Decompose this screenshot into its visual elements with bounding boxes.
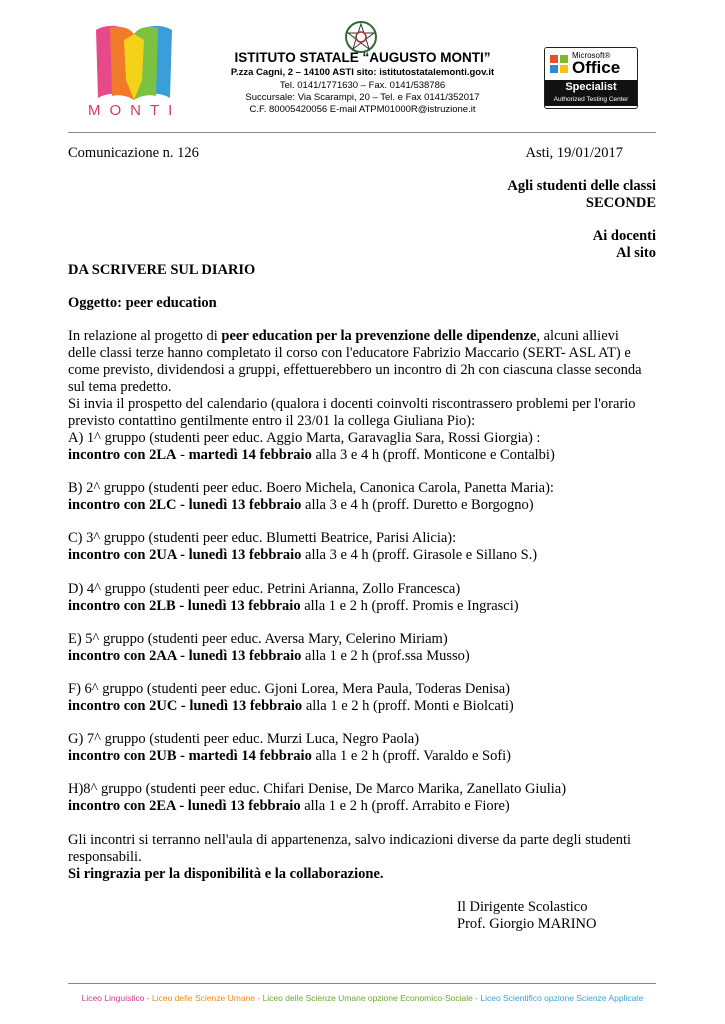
group-line: F) 6^ gruppo (studenti peer educ. Gjoni Lorea, Mera Paula, Toderas Denisa) bbox=[68, 681, 511, 697]
thanks-line: Si ringrazia per la disponibilità e la collaborazione. bbox=[68, 866, 384, 882]
group-meeting: incontro con 2LA - martedì 14 febbraio alla 3 e 4 h (proff. Monticone e Contalbi) bbox=[68, 447, 555, 463]
footer-course: Liceo Linguistico - bbox=[81, 993, 150, 1003]
closing-line: Gli incontri si terranno nell'aula di appartenenza, salvo indicazioni diverse da parte degli studenti bbox=[68, 832, 632, 848]
header-divider bbox=[68, 132, 656, 133]
group-line: D) 4^ gruppo (studenti peer educ. Petrini Arianna, Zollo Francesca) bbox=[68, 581, 461, 597]
recipient-line: Al sito bbox=[616, 245, 656, 261]
group-line: H)8^ gruppo (studenti peer educ. Chifari Denise, De Marco Marika, Zanellato Giulia) bbox=[68, 781, 567, 797]
recipient-line: Ai docenti bbox=[592, 228, 656, 244]
group-meeting: incontro con 2UB - martedì 14 febbraio alla 1 e 2 h (proff. Varaldo e Sofi) bbox=[68, 748, 512, 764]
recipient-line: Agli studenti delle classi bbox=[507, 178, 656, 194]
group-meeting: incontro con 2UA - lunedì 13 febbraio alla 3 e 4 h (proff. Girasole e Sillano S.) bbox=[68, 547, 538, 563]
badge-brand: Microsoft® bbox=[572, 51, 611, 60]
group-meeting: incontro con 2EA - lunedì 13 febbraio alla 1 e 2 h (proff. Arrabito e Fiore) bbox=[68, 798, 510, 814]
diary-notice: DA SCRIVERE SUL DIARIO bbox=[68, 262, 256, 278]
school-header bbox=[190, 50, 535, 116]
signature-name: Prof. Giorgio MARINO bbox=[457, 916, 597, 932]
group-line: C) 3^ gruppo (studenti peer educ. Blumetti Beatrice, Parisi Alicia): bbox=[68, 530, 457, 546]
intro-paragraph-line: sul tema predetto. bbox=[68, 379, 172, 395]
group-meeting: incontro con 2UC - lunedì 13 febbraio alla 1 e 2 h (proff. Monti e Biolcati) bbox=[68, 698, 514, 714]
group-line: A) 1^ gruppo (studenti peer educ. Aggio Marta, Garavaglia Sara, Rossi Giorgia) : bbox=[68, 430, 541, 446]
group-line: G) 7^ gruppo (studenti peer educ. Murzi Luca, Negro Paola) bbox=[68, 731, 420, 747]
footer-courses bbox=[0, 993, 725, 1003]
badge-center: Authorized Testing Center bbox=[545, 94, 637, 106]
logo-text: MONTI bbox=[88, 102, 182, 119]
school-address: P.zza Cagni, 2 – 14100 ASTI sito: istitutostatalemonti.gov.it bbox=[230, 67, 495, 78]
badge-level: Specialist bbox=[545, 80, 637, 94]
group-meeting: incontro con 2LB - lunedì 13 febbraio alla 1 e 2 h (proff. Promis e Ingrasci) bbox=[68, 598, 519, 614]
intro-paragraph-line: previsto contattino gentilmente entro il 23/01 la collega Giuliana Pio): bbox=[68, 413, 476, 429]
group-meeting: incontro con 2AA - lunedì 13 febbraio alla 1 e 2 h (prof.ssa Musso) bbox=[68, 648, 470, 664]
italian-republic-emblem bbox=[344, 20, 378, 54]
intro-paragraph-line: In relazione al progetto di peer education per la prevenzione delle dipendenze, alcuni allievi bbox=[68, 328, 619, 344]
footer-course: Liceo delle Scienze Umane opzione Economico-Sociale - bbox=[260, 993, 479, 1003]
office-specialist-badge bbox=[544, 47, 638, 109]
footer-course: Liceo delle Scienze Umane - bbox=[149, 993, 261, 1003]
footer-course: Liceo Scientifico opzione Scienze Applicate bbox=[478, 993, 644, 1003]
group-line: B) 2^ gruppo (studenti peer educ. Boero Michela, Canonica Carola, Panetta Maria): bbox=[68, 480, 554, 496]
school-branch: Succursale: Via Scarampi, 20 – Tel. e Fax 0141/352017 bbox=[245, 92, 480, 103]
footer-divider bbox=[68, 983, 656, 984]
intro-paragraph-line: delle classi terze hanno completato il corso con l'educatore Fabrizio Maccario (SERT- ASL AT) e bbox=[68, 345, 631, 361]
school-fiscal: C.F. 80005420056 E-mail ATPM01000R@istruzione.it bbox=[249, 104, 476, 115]
intro-paragraph-line: come previsto, dividendosi a gruppi, effettuerebbero un incontro di 2h con ciascuna classe seconda bbox=[68, 362, 642, 378]
intro-paragraph-line: Si invia il prospetto del calendario (qualora i docenti coinvolti riscontrassero problemi per l'orario bbox=[68, 396, 636, 412]
office-logo-icon bbox=[549, 54, 569, 74]
group-meeting: incontro con 2LC - lunedì 13 febbraio alla 3 e 4 h (proff. Duretto e Borgogno) bbox=[68, 497, 534, 513]
badge-product: Office bbox=[572, 58, 621, 77]
recipient-line: SECONDE bbox=[585, 195, 656, 211]
communication-number: Comunicazione n. 126 bbox=[68, 145, 199, 161]
closing-line: responsabili. bbox=[68, 849, 142, 865]
subject-line: Oggetto: peer education bbox=[68, 295, 217, 311]
place-date: Asti, 19/01/2017 bbox=[525, 145, 623, 161]
group-line: E) 5^ gruppo (studenti peer educ. Aversa Mary, Celerino Miriam) bbox=[68, 631, 448, 647]
school-name: ISTITUTO STATALE “AUGUSTO MONTI” bbox=[234, 50, 491, 65]
signature-role: Il Dirigente Scolastico bbox=[457, 899, 588, 915]
school-phone: Tel. 0141/1771630 – Fax. 0141/538786 bbox=[279, 80, 446, 91]
